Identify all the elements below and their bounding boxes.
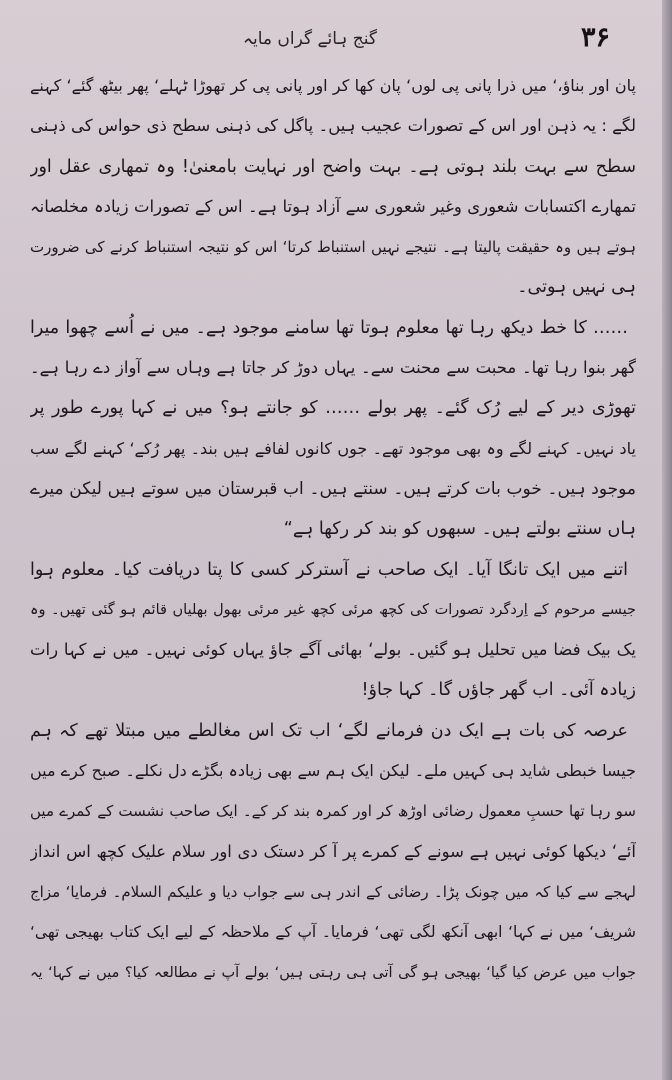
text-line: لگے : یہ ذہن اور اس کے تصورات عجیب ہیں۔ پاگل کی ذہنی سطح ذی حواس کی ذہنی [30, 116, 636, 136]
text-line: لہجے سے کیا کہ میں چونک پڑا۔ رضائی کے اندر ہی سے جواب دیا و علیکم السلام۔ فرمایا‘ مزاج [30, 882, 636, 901]
text-line: جواب میں عرض کیا گیا‘ بھیجی ہو گی آتی ہی رہتی ہیں‘ بولے آپ نے مطالعہ کیا؟ میں نے کہا‘ یہ [30, 964, 636, 981]
text-line: اتنے میں ایک تانگا آیا۔ ایک صاحب نے آسترکر کسی کا پتا دریافت کیا۔ معلوم ہوا [30, 559, 628, 580]
text-line: ہاں سنتے بولتے ہیں۔ سبھوں کو بند کر رکھا ہے“ [283, 519, 636, 540]
page-edge-shadow [662, 0, 672, 1080]
page-header [0, 18, 672, 58]
text-line: تمھارے اکتسابات شعوری وغیر شعوری سے آزاد ہوتا ہے۔ اس کے تصورات زیادہ مخلصانہ [30, 196, 636, 216]
text-line: سطح سے بہت بلند ہوتی ہے۔ بہت واضح اور نہایت بامعنیٰ! وہ تمھاری عقل اور [30, 156, 636, 177]
text-line: آئے‘ دیکھا کوئی نہیں ہے سونے کے کمرے پر آ کر دستک دی اور سلام علیک کچھ اس انداز [30, 841, 636, 861]
text-line: زیادہ آئی۔ اب گھر جاؤں گا۔ کہا جاؤ! [361, 680, 636, 701]
text-line: تھوڑی دیر کے لیے رُک گئے۔ پھر بولے …… کو جانتے ہو؟ میں نے کہا پورے طور پر [30, 398, 636, 419]
text-line: شریف‘ میں نے کہا‘ ابھی آنکھ لگی تھی‘ فرمایا۔ آپ کے ملاحظہ کے لیے ایک کتاب بھیجی تھی‘ [30, 923, 636, 942]
text-line: جیسا خبطی شاید ہی کہیں ملے۔ لیکن ایک ہم سے بھی زیادہ بگڑے دل نکلے۔ صبح کرے میں [30, 761, 636, 781]
text-line: سو رہا تھا حسبِ معمول رضائی اوڑھ کر اور کمرہ بند کر کے۔ ایک صاحب نشست کے کمرے میں [30, 802, 636, 821]
text-line: موجود ہیں۔ خوب بات کرتے ہیں۔ سنتے ہیں۔ اب قبرستان میں سوتے ہیں لیکن میرے [30, 478, 636, 499]
text-line: یاد نہیں۔ کہنے لگے وہ بھی موجود تھے۔ جوں کانوں لفافے ہیں بند۔ پھر رُکے‘ کہنے لگے سب [30, 438, 636, 458]
text-line: ہی نہیں ہوتی۔ [517, 277, 636, 298]
running-title: گنج ہائے گراں مایہ [243, 29, 377, 49]
text-line: عرصہ کی بات ہے ایک دن فرمانے لگے‘ اب تک اس مغالطے میں مبتلا تھے کہ ہم [30, 720, 628, 741]
text-line: ہوتے ہیں وہ حقیقت پالیتا ہے۔ نتیجے نہیں استنباط کرتا‘ اس کو نتیجہ استنباط کرنے کی ضرورت [30, 238, 636, 257]
text-line: گھر بنوا رہا تھا۔ محبت سے محنت سے۔ یہاں دوڑ کر جاتا ہے وہاں سے آواز دے رہا ہے۔ [30, 358, 636, 378]
body-text [30, 66, 636, 993]
page-number: ۳۶ [580, 22, 610, 53]
text-line: یک بیک فضا میں تحلیل ہو گئیں۔ بولے‘ بھائی آگے جاؤ یہاں کوئی نہیں۔ میں نے کہا رات [30, 640, 636, 660]
text-line: …… کا خط دیکھ رہا تھا معلوم ہوتا تھا سامنے موجود ہے۔ میں نے اُسے چھوا میرا [30, 317, 628, 338]
text-line: جیسے مرحوم کے اِردگرد تصورات کی کچھ مرئی کچھ غیر مرئی بھول بھلیاں قائم ہو گئی تھیں۔ وہ [30, 601, 636, 618]
text-line: پان اور بناؤ،‘ میں ذرا پانی پی لوں‘ پان کھا کر اور پانی پی کر تھوڑا ٹہلے‘ پھر بیٹھ گئے‘ کہنے [30, 76, 636, 95]
